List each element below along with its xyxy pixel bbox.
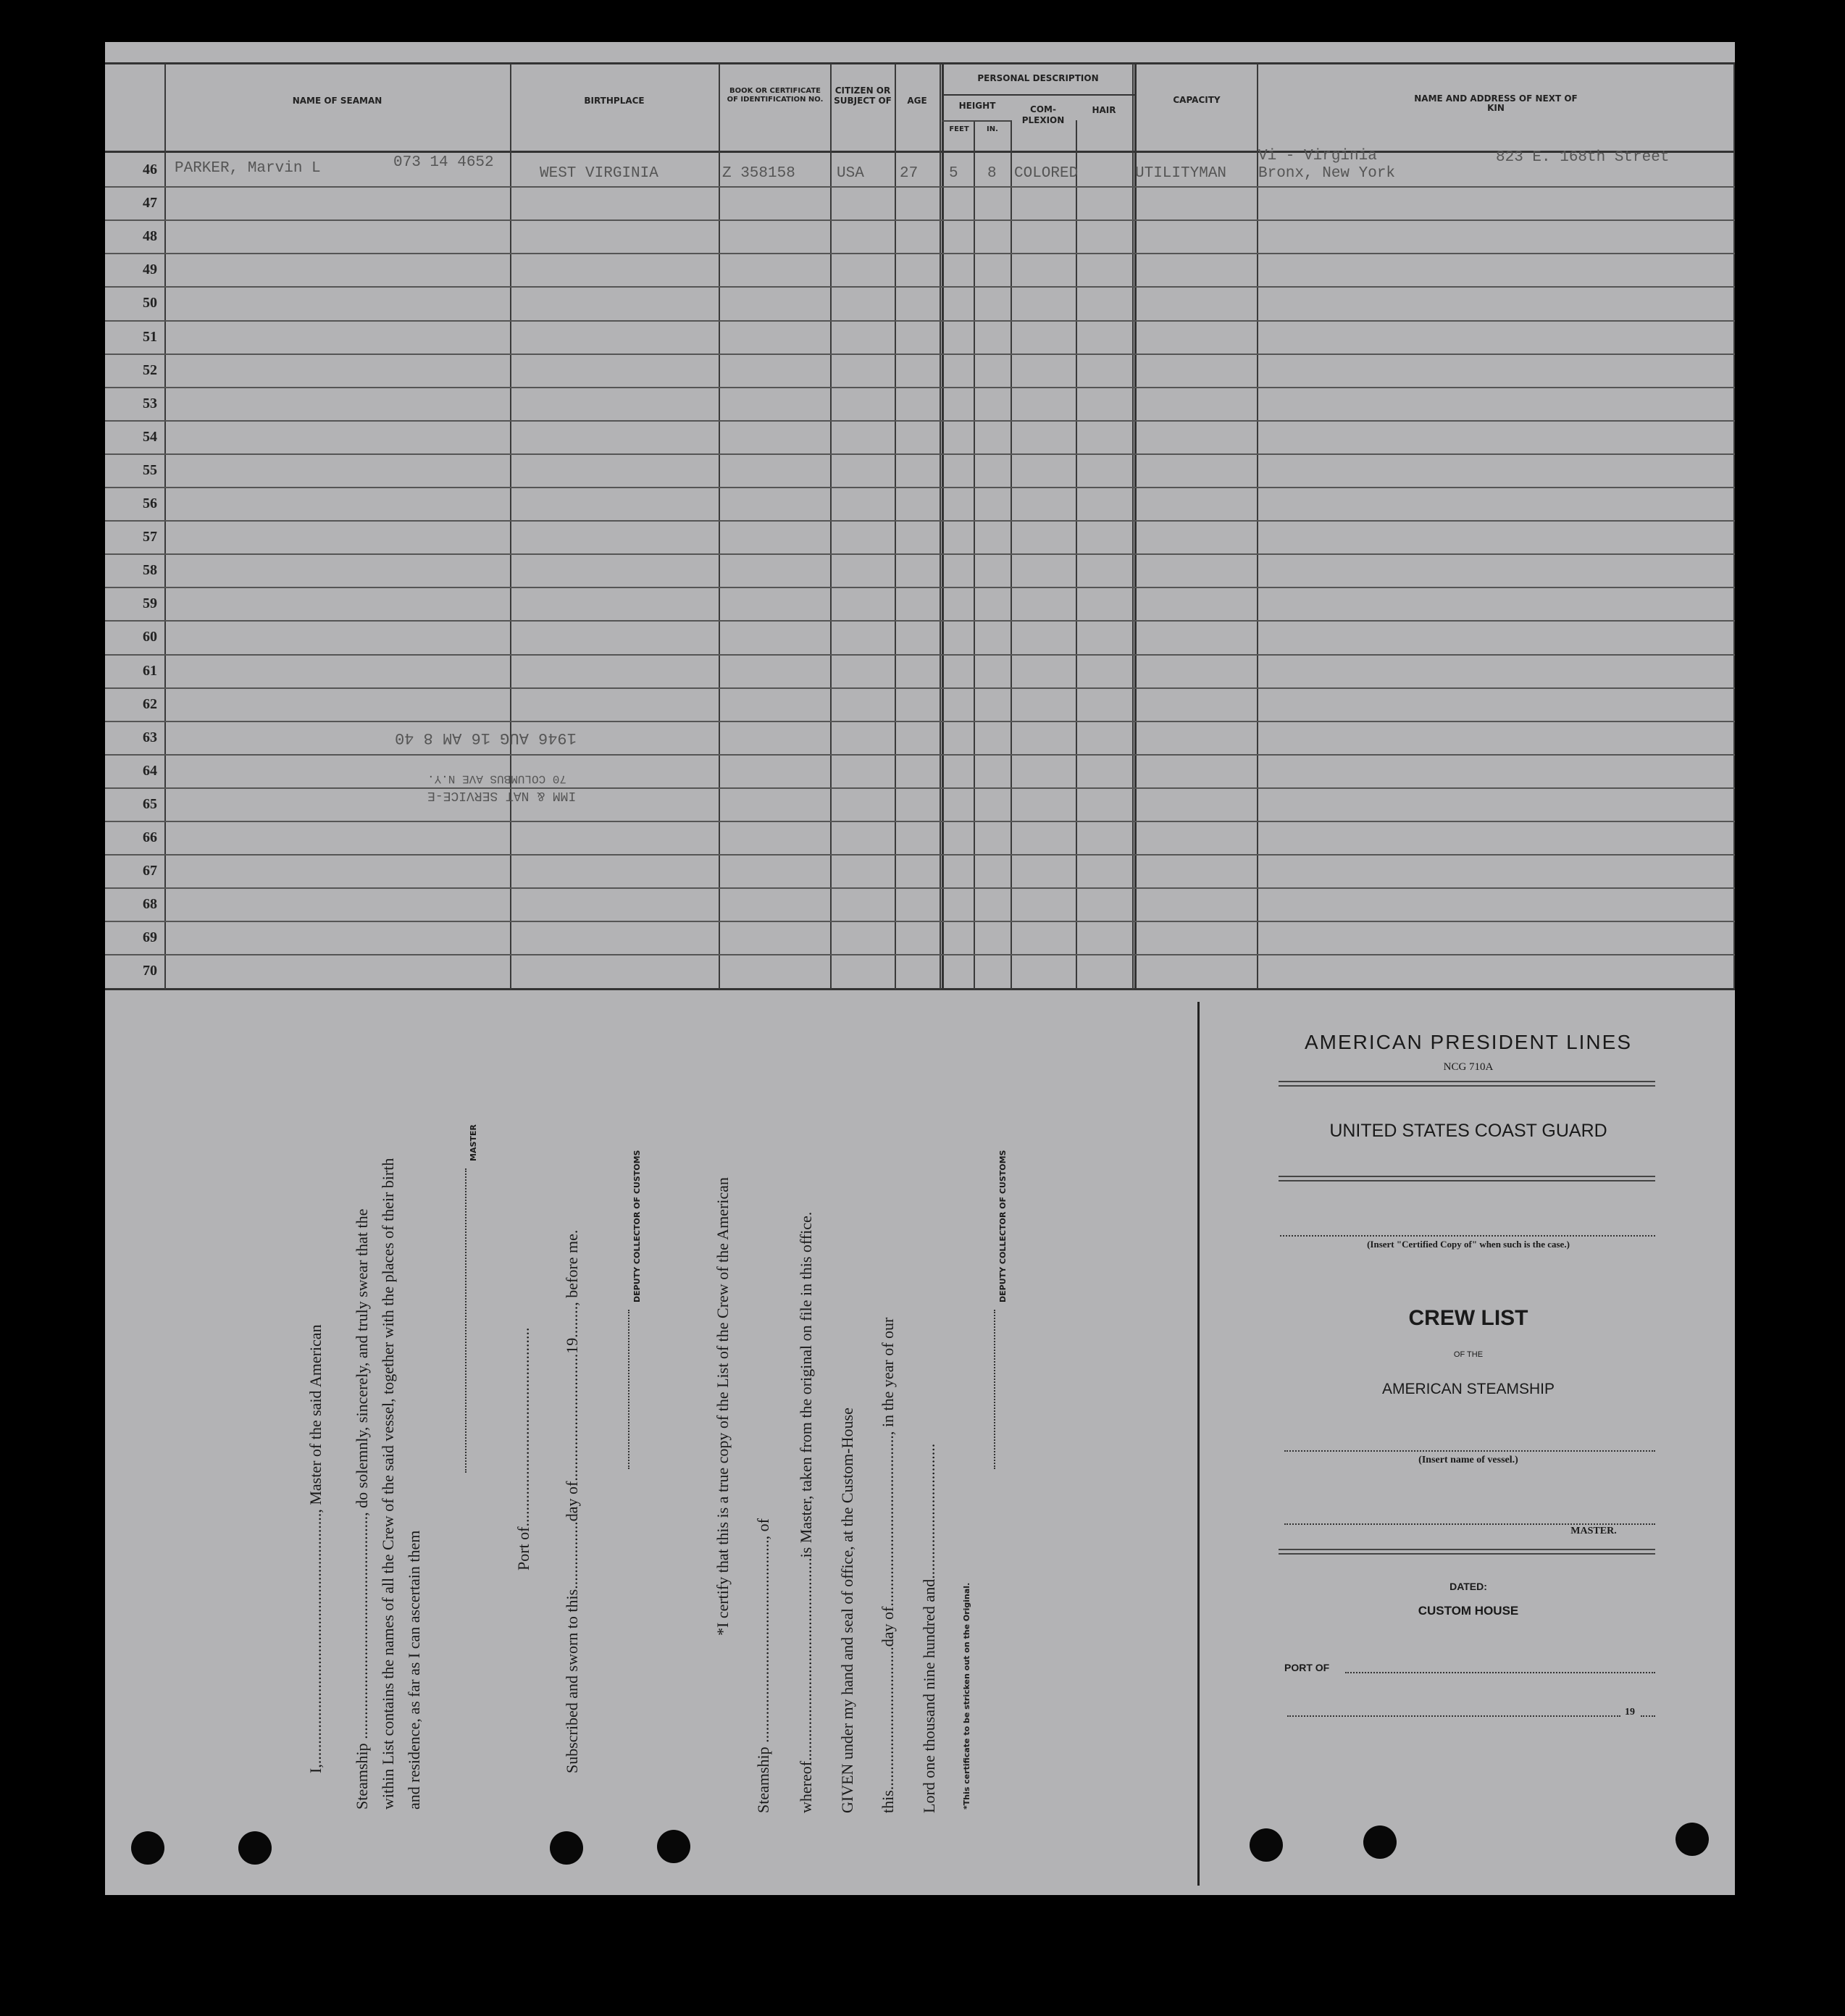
stamp-address: 70 COLUMBUS AVE N.Y. — [427, 772, 567, 785]
seaman-inches: 8 — [987, 165, 997, 182]
port-of-label: PORT OF — [1284, 1662, 1330, 1673]
row-divider — [105, 354, 1735, 355]
form-number: NCG 710A — [1443, 1061, 1494, 1073]
oath-line-3: within List contains the names of all the Crew of the said vessel, together with the places of their birth — [379, 1158, 397, 1810]
certify-line-3: whereof...................................................is Master, taken from the original on file in this office. — [797, 1211, 815, 1813]
header-birthplace: BIRTHPLACE — [584, 96, 645, 106]
row-divider — [105, 587, 1735, 588]
row-number: 47 — [143, 195, 157, 212]
row-number: 55 — [143, 461, 157, 478]
row-divider — [105, 620, 1735, 622]
seaman-age: 27 — [900, 165, 919, 182]
row-divider — [105, 387, 1735, 388]
header-name: NAME OF SEAMAN — [292, 96, 382, 106]
row-divider — [105, 787, 1735, 789]
row-divider — [105, 219, 1735, 221]
seaman-complexion: COLORED — [1014, 165, 1079, 182]
row-number: 65 — [143, 795, 157, 812]
row-number: 67 — [143, 863, 157, 879]
row-divider — [105, 854, 1735, 856]
row-number: 59 — [143, 595, 157, 612]
company-name: AMERICAN PRESIDENT LINES — [1304, 1031, 1633, 1053]
row-divider — [105, 687, 1735, 689]
row-divider — [105, 487, 1735, 488]
stamp-office: IMM & NAT SERVICE-E — [427, 788, 577, 803]
header-next-of-kin: NAME AND ADDRESS OF NEXT OF KIN — [1414, 93, 1578, 113]
year-label: 19 — [1625, 1707, 1635, 1718]
header-feet: FEET — [949, 125, 969, 133]
row-divider — [105, 286, 1735, 288]
header-citizen: CITIZEN OR SUBJECT OF — [834, 85, 892, 106]
certify-line-1: *I certify that this is a true copy of the List of the Crew of the American — [714, 1177, 732, 1636]
seaman-name: PARKER, Marvin L — [175, 160, 321, 177]
header-height: HEIGHT — [958, 101, 996, 111]
certify-line-6: Lord one thousand nine hundred and.................................. — [920, 1443, 938, 1813]
row-number: 70 — [143, 963, 157, 979]
of-the-label: OF THE — [1453, 1350, 1484, 1359]
row-number: 64 — [143, 762, 157, 779]
row-number: 61 — [143, 662, 157, 679]
kin-address: 823 E. 168th Street — [1496, 149, 1670, 166]
dated-label: DATED: — [1449, 1581, 1487, 1592]
row-number: 48 — [143, 228, 157, 245]
seaman-citizen: USA — [837, 165, 864, 182]
certify-line-5: this....................................day of..........................................., in the year of our — [879, 1317, 897, 1813]
punch-hole — [1363, 1825, 1397, 1859]
seaman-capacity: UTILITYMAN — [1135, 165, 1227, 182]
row-divider — [105, 954, 1735, 955]
row-divider — [105, 654, 1735, 656]
crew-list-title: CREW LIST — [1408, 1306, 1528, 1330]
certify-line-2: Steamship ..................................................., of — [754, 1518, 772, 1813]
certificate-note: *This certificate to be stricken out on the Original. — [962, 1582, 971, 1810]
deputy-collector-label-1: DEPUTY COLLECTOR OF CUSTOMS — [632, 1150, 642, 1302]
header-age: AGE — [907, 96, 927, 106]
punch-hole — [1250, 1828, 1283, 1862]
kin-line-2: Bronx, New York — [1258, 165, 1396, 182]
insert-certified-copy-note: (Insert "Certified Copy of" when such is the case.) — [1367, 1239, 1570, 1250]
punch-hole — [657, 1830, 690, 1863]
row-divider — [105, 553, 1735, 555]
seaman-book-no: Z 358158 — [722, 165, 795, 182]
header-personal-description: PERSONAL DESCRIPTION — [977, 73, 1099, 83]
american-steamship-label: AMERICAN STEAMSHIP — [1381, 1381, 1555, 1397]
custom-house-label: CUSTOM HOUSE — [1418, 1604, 1519, 1618]
row-divider — [105, 754, 1735, 756]
row-divider — [105, 453, 1735, 455]
seaman-feet: 5 — [949, 165, 958, 182]
master-label: MASTER. — [1570, 1526, 1617, 1536]
punch-hole — [238, 1831, 272, 1865]
row-number: 60 — [143, 629, 157, 645]
row-divider — [105, 887, 1735, 889]
oath-line-2: Steamship ........................................................, do solemnly, sincerely, and truly swear that the — [353, 1208, 371, 1810]
header-complexion: COM-PLEXION — [1021, 104, 1065, 125]
row-number: 53 — [143, 395, 157, 411]
row-number: 57 — [143, 529, 157, 545]
row-number: 51 — [143, 328, 157, 345]
row-divider — [105, 320, 1735, 322]
oath-line-4: and residence, as far as I can ascertain them — [405, 1530, 423, 1810]
row-number: 56 — [143, 495, 157, 511]
document-page — [105, 42, 1735, 1895]
row-number: 54 — [143, 428, 157, 445]
row-number: 58 — [143, 562, 157, 579]
row-number: 62 — [143, 695, 157, 712]
row-divider — [105, 186, 1735, 188]
master-signature-label: MASTER — [469, 1124, 478, 1161]
row-divider — [105, 520, 1735, 522]
row-divider — [105, 921, 1735, 922]
punch-hole — [550, 1831, 583, 1865]
punch-hole — [131, 1831, 164, 1865]
row-number: 63 — [143, 729, 157, 745]
row-number: 50 — [143, 295, 157, 311]
deputy-collector-label-2: DEPUTY COLLECTOR OF CUSTOMS — [998, 1150, 1008, 1302]
oath-port-of: Port of.................................................. — [514, 1327, 532, 1570]
row-number: 52 — [143, 361, 157, 378]
agency-name: UNITED STATES COAST GUARD — [1329, 1121, 1607, 1141]
row-number: 68 — [143, 896, 157, 913]
punch-hole — [1675, 1823, 1709, 1856]
header-book: BOOK OR CERTIFICATE OF IDENTIFICATION NO. — [727, 87, 824, 104]
header-inches: IN. — [987, 125, 998, 133]
row-number: 46 — [143, 162, 157, 177]
certify-line-4: GIVEN under my hand and seal of office, at the Custom-House — [838, 1408, 856, 1813]
header-capacity: CAPACITY — [1173, 95, 1221, 105]
row-divider — [105, 721, 1735, 722]
row-number: 49 — [143, 262, 157, 278]
oath-subscribed: Subscribed and sworn to this.................day of................................19........, before me. — [563, 1229, 581, 1773]
row-number: 66 — [143, 829, 157, 845]
oath-line-1: I,..............................................................., Master of the said American — [306, 1324, 325, 1773]
kin-line-1: Vi - Virginia — [1258, 148, 1377, 164]
stamp-date: 1946 AUG 16 AM 8 40 — [395, 729, 577, 747]
row-divider — [105, 253, 1735, 254]
insert-vessel-note: (Insert name of vessel.) — [1418, 1455, 1518, 1465]
header-hair: HAIR — [1092, 105, 1116, 115]
row-number: 69 — [143, 929, 157, 946]
row-divider — [105, 420, 1735, 422]
seaman-birthplace: WEST VIRGINIA — [540, 165, 658, 182]
fold-line — [1197, 1002, 1200, 1886]
seaman-number: 073 14 4652 — [393, 154, 494, 171]
row-divider — [105, 821, 1735, 822]
